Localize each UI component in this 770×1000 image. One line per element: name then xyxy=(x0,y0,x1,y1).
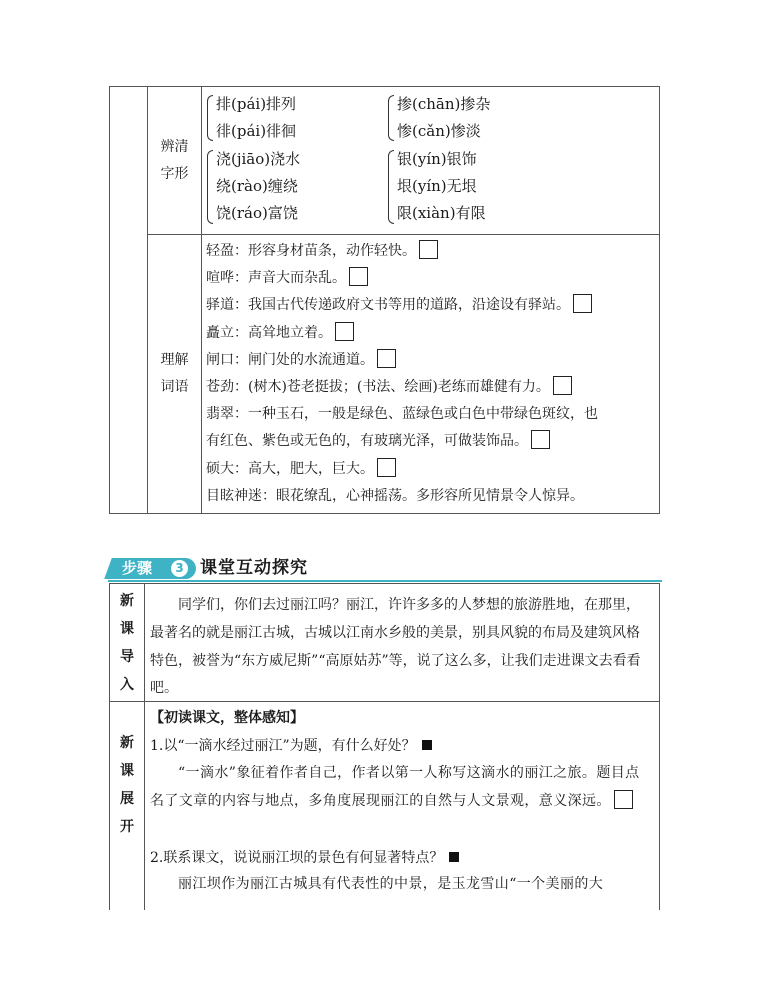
intro-label-char: 新 xyxy=(120,593,134,609)
vocab-item-text: 驿道：我国古代传递政府文书等用的道路，沿途设有驿站。 xyxy=(206,297,570,314)
char-line: 徘(pái)徘徊 xyxy=(216,122,297,140)
intro-label xyxy=(110,587,144,699)
answer-checkbox[interactable] xyxy=(531,430,550,449)
brace-icon xyxy=(388,95,394,141)
question-1 xyxy=(150,733,652,759)
answer-1 xyxy=(150,760,652,815)
vocab-item-text: 矗立：高耸地立着。 xyxy=(206,324,332,341)
brace-icon xyxy=(388,150,394,224)
intro-label-char: 课 xyxy=(120,621,134,637)
vocab-item-text: 目眩神迷：眼花缭乱，心神摇荡。多形容所见情景令人惊异。 xyxy=(206,487,584,504)
section-title: 课堂互动探究 xyxy=(200,558,308,578)
vocab-item-text: 喧哗：声音大而杂乱。 xyxy=(206,270,346,287)
distinguish-label xyxy=(148,134,201,188)
vocab-item xyxy=(206,265,598,292)
intro-label-char: 入 xyxy=(120,677,134,693)
vocab-item-text: 闸口：闸门处的水流通道。 xyxy=(206,351,374,368)
develop-label xyxy=(110,729,144,841)
lesson-table xyxy=(109,583,660,910)
brace-icon xyxy=(207,95,213,141)
answer-checkbox[interactable] xyxy=(614,790,633,809)
question-2-text: 2.联系课文，说说丽江坝的景色有何显著特点？ xyxy=(150,850,444,866)
vocab-label xyxy=(148,347,201,401)
develop-label-char: 展 xyxy=(120,791,134,807)
vocab-list xyxy=(206,238,598,510)
vocab-item xyxy=(206,456,598,483)
answer-checkbox[interactable] xyxy=(349,267,368,286)
table-left-column xyxy=(110,87,148,513)
char-group xyxy=(207,91,296,145)
brace-icon xyxy=(207,150,213,224)
vocab-item xyxy=(206,401,598,428)
char-line: 银(yín)银饰 xyxy=(397,150,477,168)
develop-label-char: 课 xyxy=(120,763,134,779)
vocab-item-text: 有红色、紫色或无色的，有玻璃光泽，可做装饰品。 xyxy=(206,433,528,450)
distinguish-label-line: 字形 xyxy=(160,166,189,182)
char-group xyxy=(388,91,490,145)
column-divider xyxy=(144,584,145,910)
answer-checkbox[interactable] xyxy=(419,240,438,259)
vocab-item-text: 苍劲：(树木)苍老挺拔；(书法、绘画)老练而雄健有力。 xyxy=(206,379,550,396)
reading-heading: 【初读课文，整体感知】 xyxy=(150,710,304,726)
answer-checkbox[interactable] xyxy=(377,458,396,477)
develop-label-char: 新 xyxy=(120,735,134,751)
char-line: 浇(jiāo)浇水 xyxy=(216,150,301,168)
char-line: 排(pái)排列 xyxy=(216,95,297,113)
vocab-item-text: 硕大：高大，肥大，巨大。 xyxy=(206,460,374,477)
vocabulary-table xyxy=(109,86,660,514)
step-badge-number: 3 xyxy=(171,560,188,577)
question-1-text: 1.以“一滴水经过丽江”为题，有什么好处？ xyxy=(150,738,416,754)
distinguish-label-line: 辨清 xyxy=(160,139,189,155)
answer-1-text: “一滴水”象征着作者自己，作者以第一人称写这滴水的丽江之旅。题目点名了文章的内容与地点，多角度展现丽江的自然与人文景观，意义深远。 xyxy=(150,765,640,809)
vocab-item xyxy=(206,428,598,455)
filled-square-icon xyxy=(422,740,432,750)
char-line: 饶(ráo)富饶 xyxy=(216,204,298,222)
answer-2: 丽江坝作为丽江古城具有代表性的中景，是玉龙雪山“一个美丽的大 xyxy=(178,876,604,892)
vocab-item xyxy=(206,238,598,265)
column-divider xyxy=(201,87,202,513)
filled-square-icon xyxy=(449,852,459,862)
vocab-item xyxy=(206,292,598,319)
char-group xyxy=(388,146,486,227)
char-line: 绕(rào)缠绕 xyxy=(216,177,298,195)
intro-paragraph: 同学们，你们去过丽江吗？丽江，许许多多的人梦想的旅游胜地，在那里，最著名的就是丽江古城，古城以江南水乡般的美景，别具风貌的布局及建筑风格特色，被誉为“东方威尼斯”“高原姑苏”等，说了这么多，让我们走进课文去看看吧。 xyxy=(150,597,641,697)
answer-checkbox[interactable] xyxy=(335,322,354,341)
section-rule xyxy=(108,580,662,582)
vocab-item xyxy=(206,483,598,510)
intro-label-char: 导 xyxy=(120,649,134,665)
vocab-label-line: 词语 xyxy=(160,379,189,395)
char-line: 惨(cǎn)惨淡 xyxy=(397,122,481,140)
develop-label-char: 开 xyxy=(120,819,134,835)
vocab-item-text: 翡翠：一种玉石，一般是绿色、蓝绿色或白色中带绿色斑纹，也 xyxy=(206,406,598,423)
vocab-item xyxy=(206,320,598,347)
char-line: 垠(yín)无垠 xyxy=(397,177,477,195)
char-group xyxy=(207,146,300,227)
vocab-item xyxy=(206,374,598,401)
char-line: 掺(chān)掺杂 xyxy=(397,95,491,113)
answer-checkbox[interactable] xyxy=(377,349,396,368)
char-line: 限(xiàn)有限 xyxy=(397,204,486,222)
question-2 xyxy=(150,845,652,871)
row-divider xyxy=(148,234,659,235)
step-badge-text: 步骤 xyxy=(122,559,153,577)
vocab-item-text: 轻盈：形容身材苗条，动作轻快。 xyxy=(206,243,416,259)
answer-checkbox[interactable] xyxy=(553,376,572,395)
answer-checkbox[interactable] xyxy=(573,294,592,313)
step-badge xyxy=(116,558,196,579)
vocab-label-line: 理解 xyxy=(160,352,189,368)
vocab-item xyxy=(206,347,598,374)
